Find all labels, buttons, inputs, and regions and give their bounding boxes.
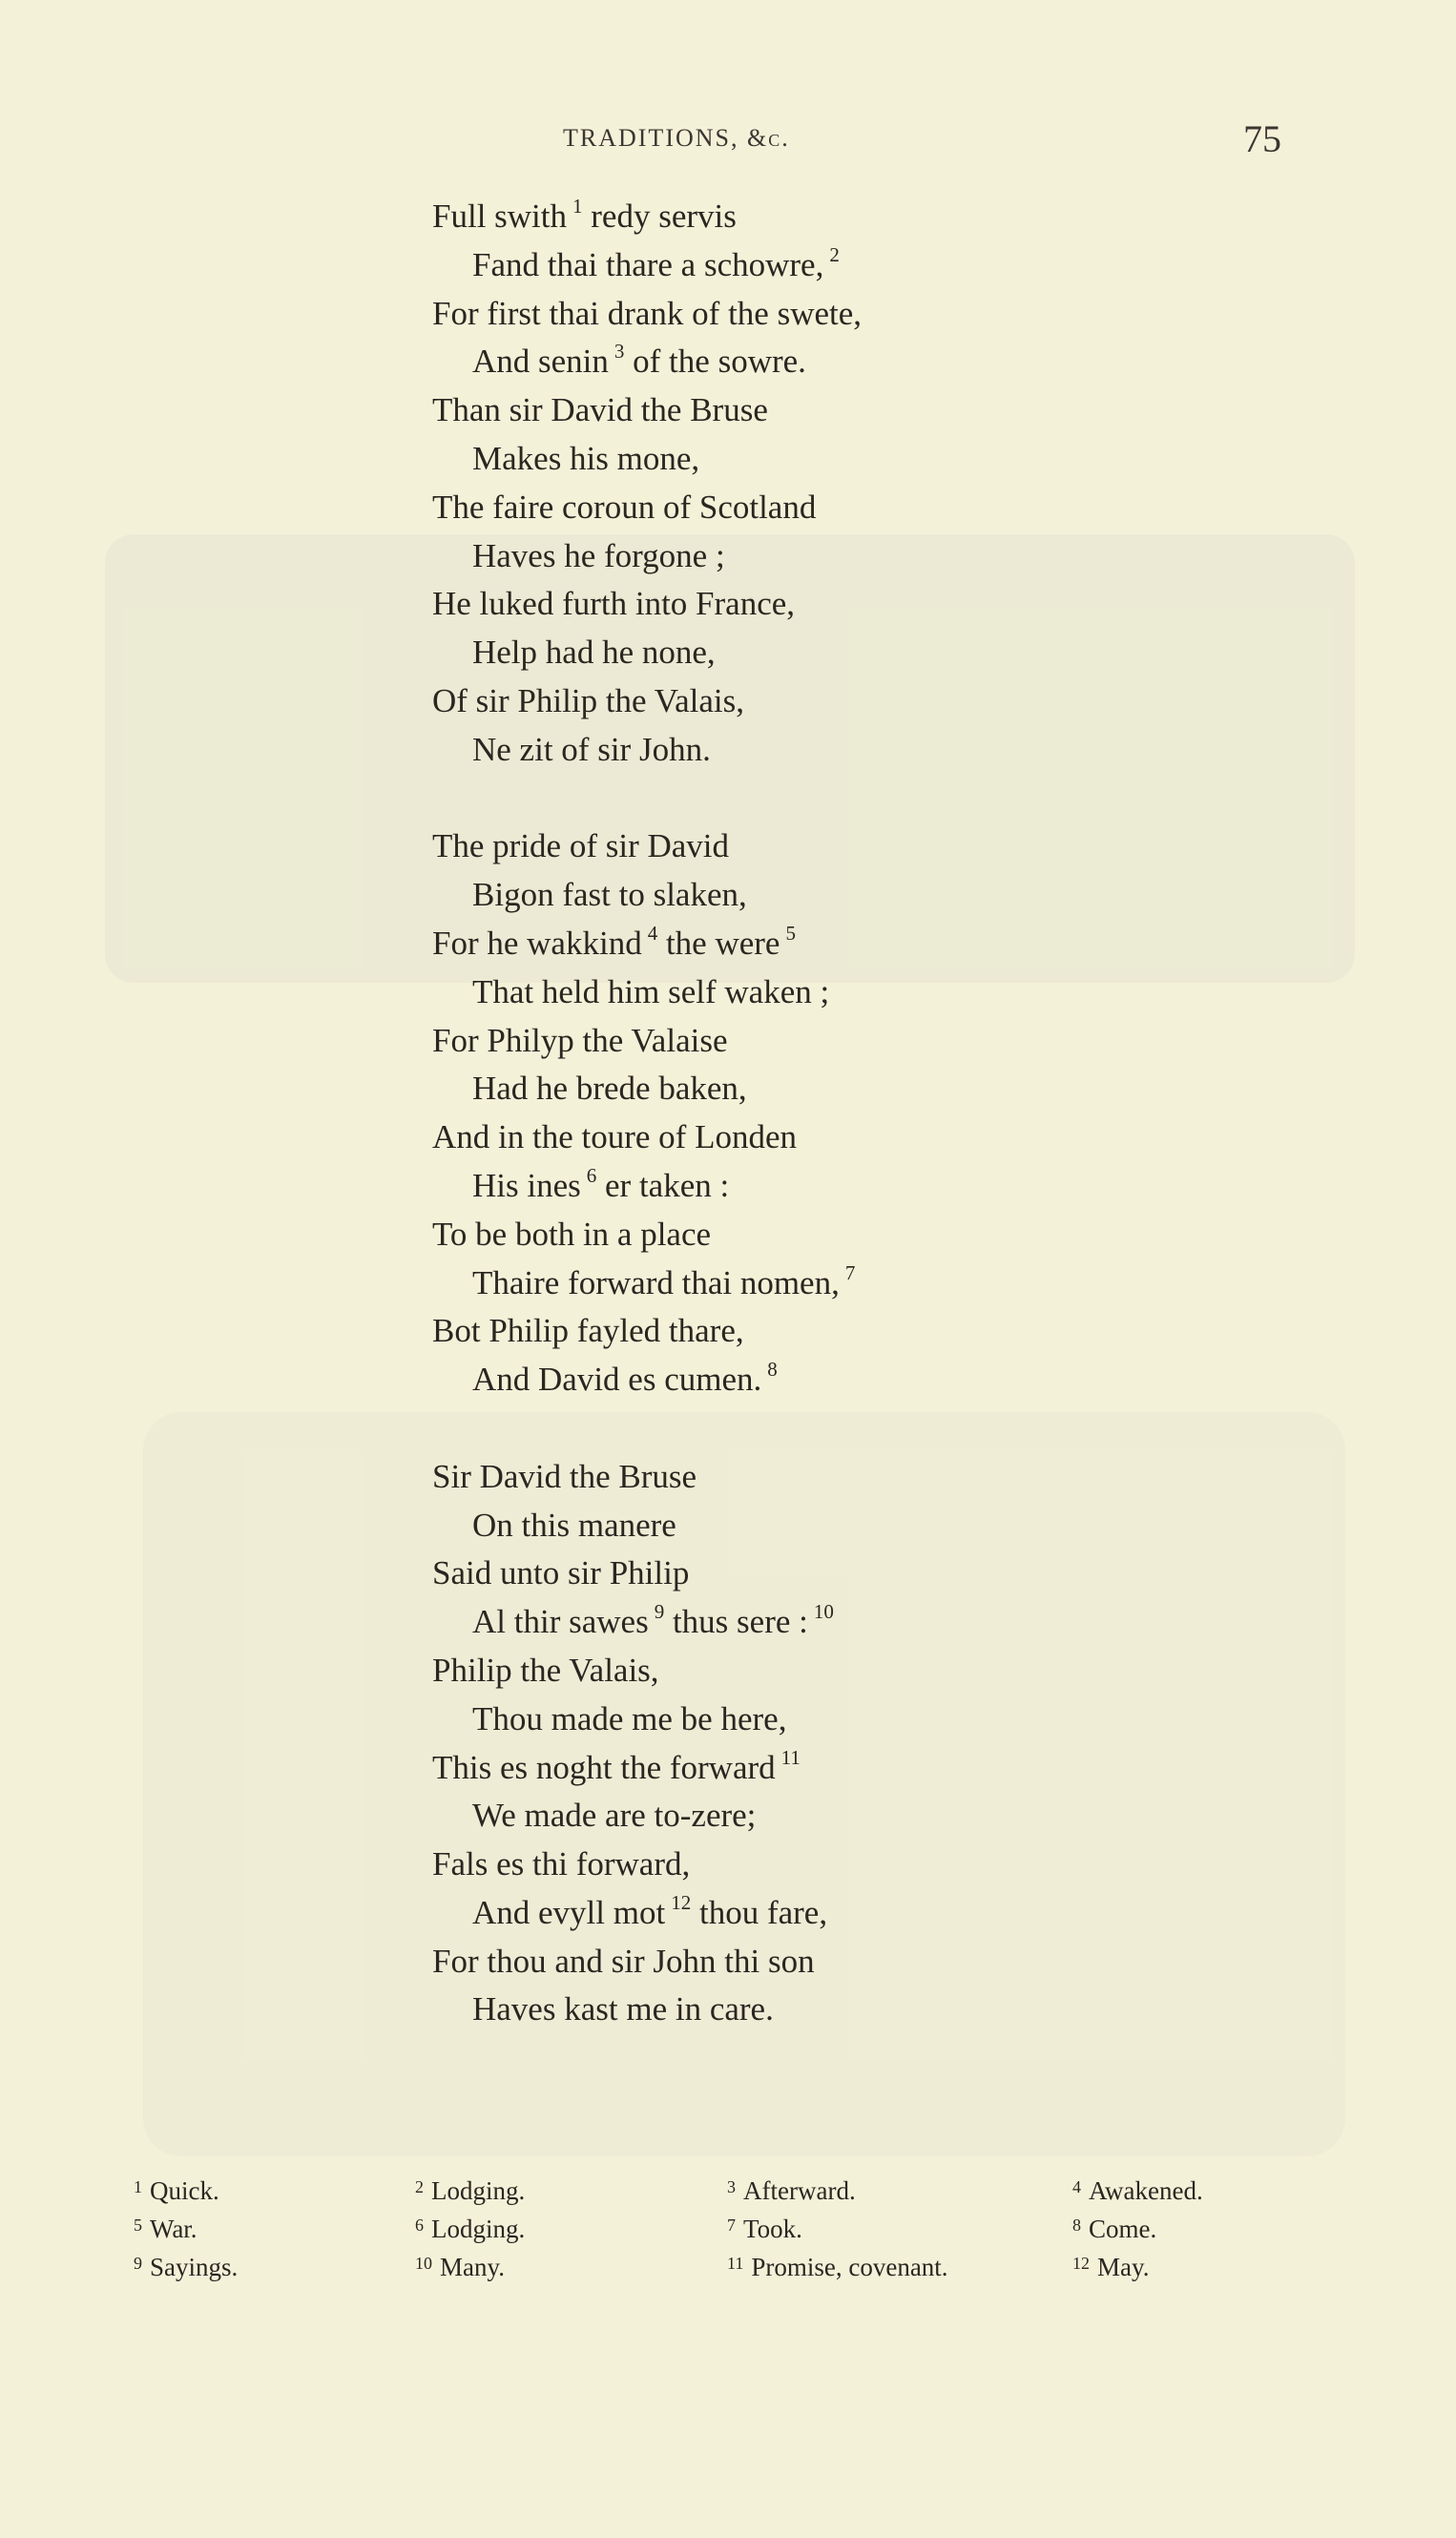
poem-text: And in the toure of Londen: [432, 1118, 797, 1156]
poem-text: His ines: [472, 1166, 581, 1204]
poem-line: [432, 629, 1100, 677]
poem-line: [432, 532, 1100, 581]
footnote: [1072, 2176, 1203, 2206]
poem-line: [432, 1598, 1100, 1647]
poem-line: [432, 1307, 1100, 1356]
poem-line: [432, 1017, 1100, 1066]
poem-line: [432, 1986, 1100, 2034]
poem-line: [432, 968, 1100, 1017]
poem-text: of the sowre.: [633, 343, 806, 381]
poem-text: Help had he none,: [472, 634, 716, 672]
poem-text: Full swith: [432, 198, 568, 235]
poem-text: Than sir David the Bruse: [432, 391, 768, 429]
footnote-number: 3: [727, 2177, 736, 2196]
poem-line: [432, 1453, 1100, 1502]
poem-text: That held him self waken ;: [472, 972, 830, 1010]
poem-line: [432, 241, 1100, 290]
poem-text: And David es cumen.: [472, 1361, 762, 1399]
poem-line: [432, 484, 1100, 532]
poem-line: [432, 1792, 1100, 1841]
poem-text: To be both in a place: [432, 1215, 712, 1253]
footnote-ref: 5: [785, 921, 796, 945]
poem: [432, 193, 1100, 2034]
poem-text: Said unto sir Philip: [432, 1554, 690, 1592]
footnote-text: May.: [1097, 2253, 1150, 2281]
poem-text: Haves kast me in care.: [472, 1990, 774, 2028]
footnote-text: Sayings.: [150, 2253, 239, 2281]
poem-line: [432, 1550, 1100, 1598]
poem-line: [432, 290, 1100, 339]
poem-line: [432, 580, 1100, 629]
footnote: [727, 2176, 856, 2206]
poem-line: [432, 1744, 1100, 1793]
running-head: [0, 116, 1456, 160]
footnote-ref: 11: [780, 1745, 801, 1769]
footnote-number: 9: [134, 2254, 142, 2273]
poem-text: Ne zit of sir John.: [472, 730, 711, 768]
poem-line: [432, 677, 1100, 726]
footnote: [727, 2215, 802, 2244]
footnote-text: Promise, covenant.: [751, 2253, 948, 2281]
footnote-ref: 12: [671, 1890, 692, 1914]
footnote-ref: 2: [829, 242, 840, 266]
footnote: [1072, 2215, 1156, 2244]
poem-line: [432, 435, 1100, 484]
footnote-number: 10: [415, 2254, 432, 2273]
footnote-text: Afterward.: [743, 2176, 856, 2205]
poem-text: For Philyp the Valaise: [432, 1021, 728, 1059]
footnote-ref: 4: [647, 921, 658, 945]
footnote-number: 2: [415, 2177, 424, 2196]
footnote: [415, 2176, 525, 2206]
poem-line: [432, 1259, 1100, 1308]
poem-text: For first thai drank of the swete,: [432, 294, 863, 332]
page-number: 75: [1243, 117, 1281, 160]
poem-text: Of sir Philip the Valais,: [432, 681, 744, 719]
footnote-text: Lodging.: [431, 2176, 526, 2205]
poem-text: And senin: [472, 343, 609, 381]
footnote-text: Took.: [743, 2215, 802, 2243]
poem-line: [432, 1841, 1100, 1889]
footnote-text: Lodging.: [431, 2215, 526, 2243]
poem-text: er taken :: [605, 1166, 730, 1204]
poem-line: [432, 1695, 1100, 1744]
poem-line: [432, 1647, 1100, 1695]
poem-text: For thou and sir John thi son: [432, 1942, 815, 1980]
poem-line: [432, 386, 1100, 435]
footnote: [415, 2215, 525, 2244]
footnote-number: 5: [134, 2216, 142, 2235]
poem-text: The pride of sir David: [432, 827, 730, 865]
poem-text: Bigon fast to slaken,: [472, 876, 747, 914]
footnote-text: Many.: [440, 2253, 505, 2281]
poem-text: For he wakkind: [432, 924, 642, 962]
poem-line: [432, 1356, 1100, 1404]
poem-line: [432, 1211, 1100, 1259]
poem-line: [432, 871, 1100, 920]
poem-line: [432, 1938, 1100, 1987]
footnote: [134, 2253, 238, 2282]
footnote-ref: 7: [844, 1260, 856, 1284]
poem-text: Fals es thi forward,: [432, 1845, 691, 1883]
poem-text: He luked furth into France,: [432, 585, 796, 623]
footnote-number: 8: [1072, 2216, 1081, 2235]
poem-line: [432, 822, 1100, 871]
poem-line: [432, 338, 1100, 386]
poem-text: Thou made me be here,: [472, 1699, 787, 1737]
footnote-number: 12: [1072, 2254, 1090, 2273]
poem-text: Fand thai thare a schowre,: [472, 245, 824, 283]
footnote: [134, 2215, 198, 2244]
footnote-ref: 1: [572, 195, 583, 218]
footnote-number: 11: [727, 2254, 744, 2273]
footnote-number: 7: [727, 2216, 736, 2235]
footnote: [134, 2176, 219, 2206]
footnote: [727, 2253, 948, 2282]
poem-text: the were: [665, 924, 780, 962]
footnote-ref: 9: [654, 1600, 665, 1624]
poem-text: Bot Philip fayled thare,: [432, 1312, 744, 1350]
footnote-ref: 10: [813, 1600, 834, 1624]
poem-text: Al thir sawes: [472, 1603, 649, 1641]
footnote-text: War.: [150, 2215, 198, 2243]
poem-line: [432, 1502, 1100, 1550]
poem-line: [432, 1113, 1100, 1162]
poem-text: Thaire forward thai nomen,: [472, 1263, 840, 1301]
footnote: [415, 2253, 505, 2282]
footnote-text: Awakened.: [1089, 2176, 1203, 2205]
poem-line: [432, 1162, 1100, 1211]
poem-line: [432, 1065, 1100, 1113]
stanza-gap: [432, 775, 1100, 823]
footnote-number: 4: [1072, 2177, 1081, 2196]
footnote-text: Come.: [1089, 2215, 1157, 2243]
poem-text: Makes his mone,: [472, 439, 700, 477]
poem-text: thou fare,: [698, 1893, 828, 1931]
poem-line: [432, 1889, 1100, 1938]
poem-line: [432, 726, 1100, 775]
poem-text: thus sere :: [672, 1603, 808, 1641]
footnote-number: 1: [134, 2177, 142, 2196]
poem-text: Sir David the Bruse: [432, 1457, 697, 1495]
footnote-number: 6: [415, 2216, 424, 2235]
footnote-ref: 3: [614, 340, 625, 364]
footnote-text: Quick.: [150, 2176, 219, 2205]
poem-text: We made are to-zere;: [472, 1797, 757, 1835]
poem-text: Philip the Valais,: [432, 1651, 659, 1689]
poem-text: This es noght the forward: [432, 1748, 776, 1786]
poem-text: And evyll mot: [472, 1893, 666, 1931]
footnote-ref: 8: [767, 1358, 778, 1382]
poem-text: Had he brede baken,: [472, 1070, 747, 1108]
running-title: TRADITIONS, &c.: [563, 124, 790, 152]
poem-line: [432, 920, 1100, 968]
poem-text: The faire coroun of Scotland: [432, 488, 817, 526]
poem-text: On this manere: [472, 1506, 676, 1544]
poem-text: redy servis: [591, 198, 737, 235]
footnote-ref: 6: [586, 1163, 597, 1187]
stanza-gap: [432, 1404, 1100, 1453]
poem-text: Haves he forgone ;: [472, 536, 725, 574]
footnote: [1072, 2253, 1150, 2282]
poem-line: [432, 193, 1100, 241]
